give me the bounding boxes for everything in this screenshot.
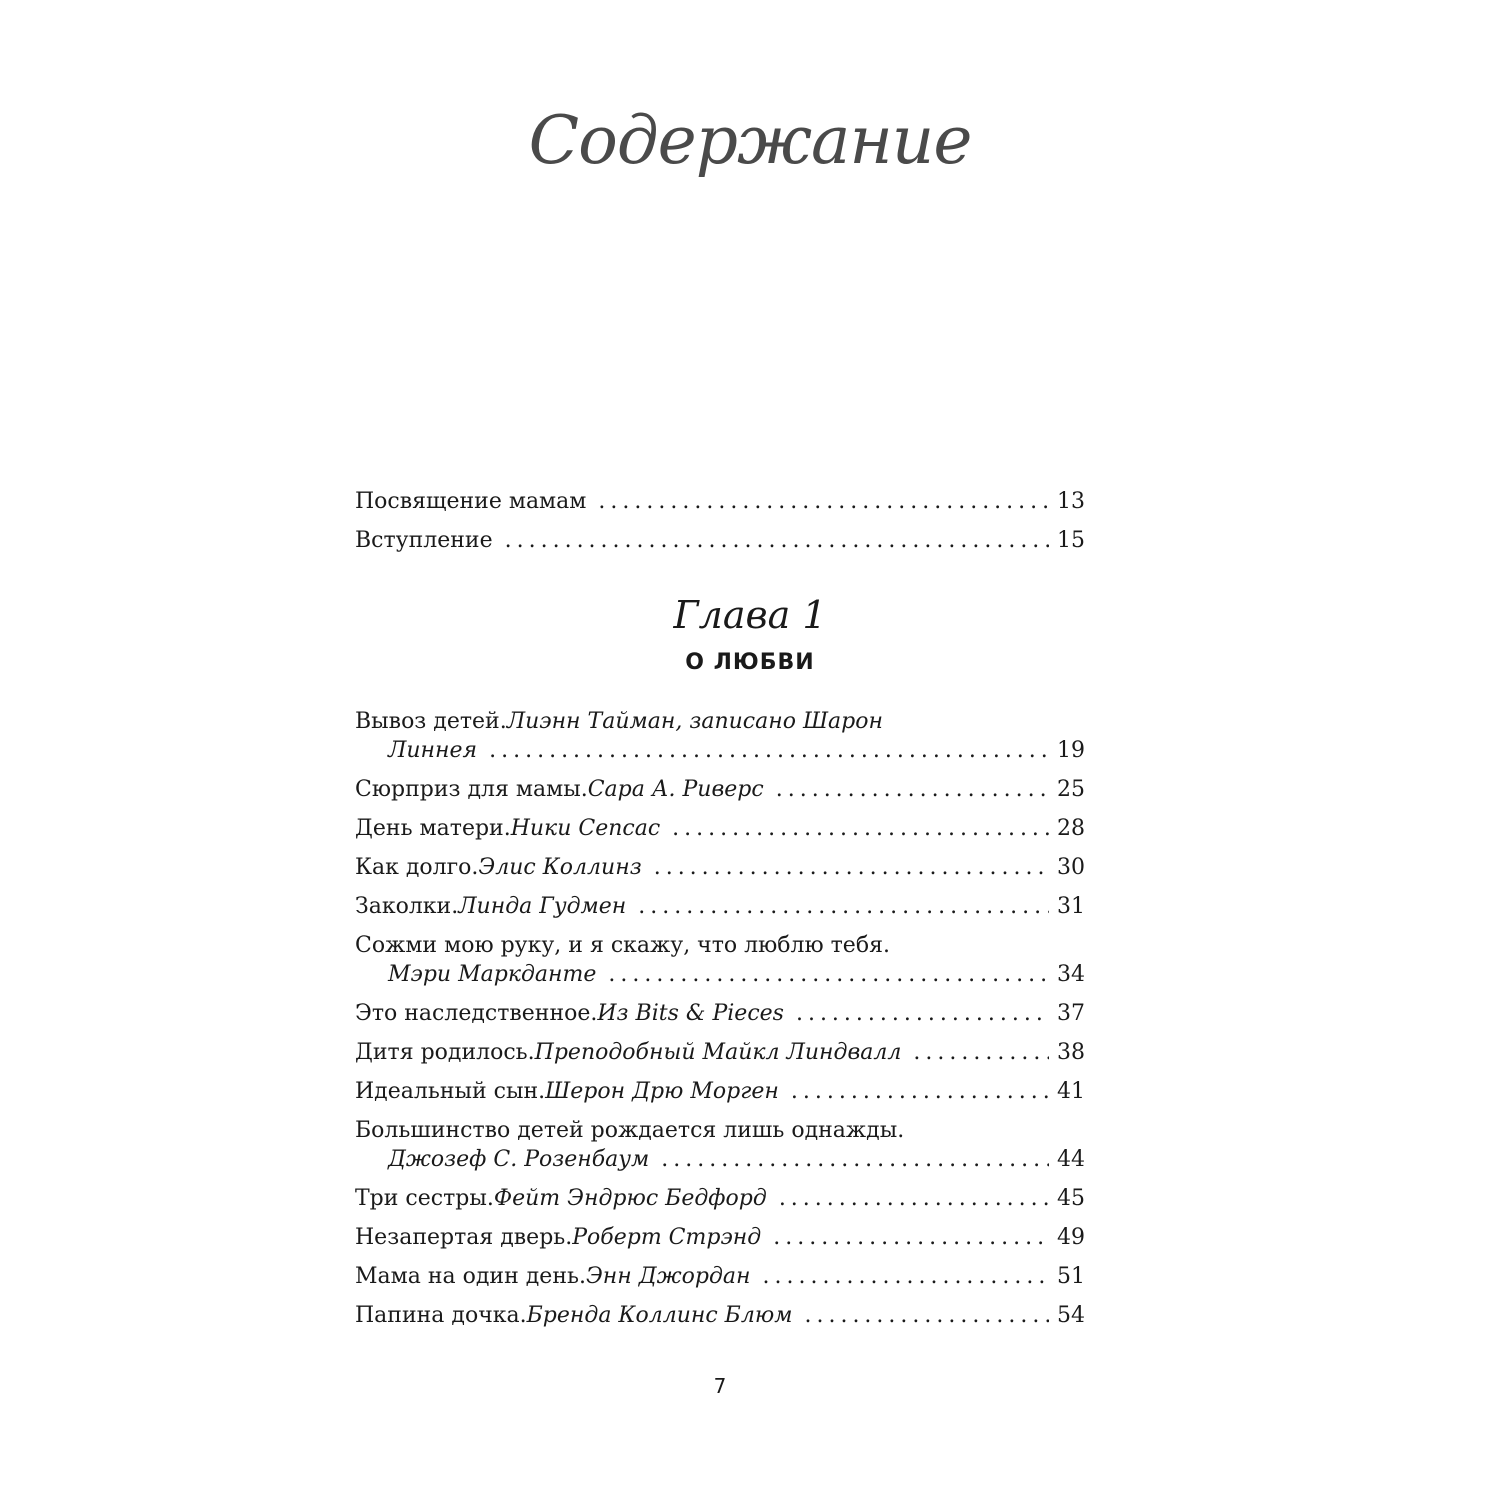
toc-entry-title: Как долго.: [355, 855, 479, 880]
toc-entry-title: Незапертая дверь.: [355, 1225, 573, 1250]
toc-entry-title: Три сестры.: [355, 1186, 494, 1211]
toc-entry-author: Из Bits & Pieces: [597, 1001, 784, 1026]
toc-entry-page: 19: [1057, 738, 1085, 763]
toc-entry-author-cont: Линнея: [388, 738, 478, 763]
toc-entry-title: Посвящение мамам: [355, 489, 587, 514]
leader-dots: [763, 1262, 1049, 1291]
toc-entry-page: 25: [1057, 777, 1085, 802]
leader-dots: [779, 1184, 1049, 1213]
toc-entry-author: Преподобный Майкл Линдвалл: [534, 1040, 902, 1065]
toc-entry-author: Линда Гудмен: [458, 894, 627, 919]
leader-dots: [654, 853, 1049, 882]
leader-dots: [672, 814, 1049, 843]
toc-entry-title: Дитя родилось.: [355, 1040, 535, 1065]
leader-dots: [791, 1077, 1049, 1106]
leader-dots: [638, 892, 1049, 921]
toc-entry-title: Вступление: [355, 528, 493, 553]
leader-dots: [598, 487, 1049, 516]
toc-entry[interactable]: [355, 853, 1085, 882]
toc-entry-page: 31: [1057, 894, 1085, 919]
leader-dots: [804, 1301, 1049, 1330]
toc-chapter-1: [355, 707, 1085, 1340]
toc-entry-title: Сожми мою руку, и я скажу, что люблю тебя.: [355, 933, 890, 958]
toc-entry-author: Фейт Эндрюс Бедфорд: [493, 1186, 767, 1211]
toc-entry-author: Лиэнн Тайман, записано Шарон: [506, 709, 883, 734]
toc-entry-page: 30: [1057, 855, 1085, 880]
toc-entry-page: 41: [1057, 1079, 1085, 1104]
toc-entry[interactable]: [355, 1301, 1085, 1330]
toc-entry-page: 15: [1057, 528, 1085, 553]
toc-entry-page: 51: [1057, 1264, 1085, 1289]
toc-entry-page: 34: [1057, 962, 1085, 987]
toc-entry[interactable]: [355, 707, 1085, 765]
leader-dots: [661, 1145, 1049, 1174]
toc-entry[interactable]: [355, 1116, 1085, 1174]
toc-entry-title: Вывоз детей.: [355, 709, 507, 734]
leader-dots: [505, 526, 1049, 555]
toc-entry-title: Мама на один день.: [355, 1264, 586, 1289]
toc-entry-author: Энн Джордан: [585, 1264, 751, 1289]
leader-dots: [913, 1038, 1049, 1067]
toc-entry-title: Идеальный сын.: [355, 1079, 546, 1104]
toc-entry-page: 44: [1057, 1147, 1085, 1172]
toc-entry-title: Заколки.: [355, 894, 459, 919]
toc-entry-page: 38: [1057, 1040, 1085, 1065]
page-title: Содержание: [528, 102, 972, 179]
toc-entry[interactable]: [355, 892, 1085, 921]
toc-entry-title: Сюрприз для мамы.: [355, 777, 588, 802]
toc-entry[interactable]: [355, 1077, 1085, 1106]
leader-dots: [773, 1223, 1049, 1252]
toc-entry-author: Элис Коллинз: [478, 855, 642, 880]
toc-entry[interactable]: [355, 487, 1085, 516]
toc-entry-title: Это наследственное.: [355, 1001, 598, 1026]
toc-entry[interactable]: [355, 1184, 1085, 1213]
toc-entry-author: Шерон Дрю Морген: [545, 1079, 779, 1104]
toc-entry[interactable]: [355, 1038, 1085, 1067]
chapter-subtitle: О ЛЮБВИ: [685, 650, 815, 675]
toc-entry-page: 49: [1057, 1225, 1085, 1250]
toc-entry[interactable]: [355, 1223, 1085, 1252]
leader-dots: [608, 960, 1049, 989]
toc-entry-author: Бренда Коллинс Блюм: [526, 1303, 793, 1328]
toc-entry-page: 37: [1057, 1001, 1085, 1026]
toc-entry[interactable]: [355, 814, 1085, 843]
toc-entry[interactable]: [355, 999, 1085, 1028]
toc-entry-page: 13: [1057, 489, 1085, 514]
toc-entry-page: 45: [1057, 1186, 1085, 1211]
toc-entry[interactable]: [355, 775, 1085, 804]
leader-dots: [776, 775, 1049, 804]
chapter-heading: Глава 1: [673, 593, 827, 637]
page-number: 7: [713, 1374, 727, 1398]
toc-entry[interactable]: [355, 931, 1085, 989]
toc-entry-title: Большинство детей рождается лишь однажды.: [355, 1118, 905, 1143]
leader-dots: [489, 736, 1049, 765]
toc-entry-author-cont: Мэри Маркданте: [388, 962, 597, 987]
toc-entry-page: 54: [1057, 1303, 1085, 1328]
toc-entry[interactable]: [355, 526, 1085, 555]
toc-entry-author-cont: Джозеф С. Розенбаум: [388, 1147, 650, 1172]
toc-entry-author: Ники Сепсас: [510, 816, 661, 841]
toc-entry-author: Роберт Стрэнд: [572, 1225, 762, 1250]
leader-dots: [796, 999, 1049, 1028]
toc-front-matter: [355, 487, 1085, 565]
toc-entry-title: Папина дочка.: [355, 1303, 527, 1328]
toc-entry[interactable]: [355, 1262, 1085, 1291]
toc-entry-author: Сара А. Риверс: [587, 777, 764, 802]
toc-entry-title: День матери.: [355, 816, 511, 841]
toc-entry-page: 28: [1057, 816, 1085, 841]
